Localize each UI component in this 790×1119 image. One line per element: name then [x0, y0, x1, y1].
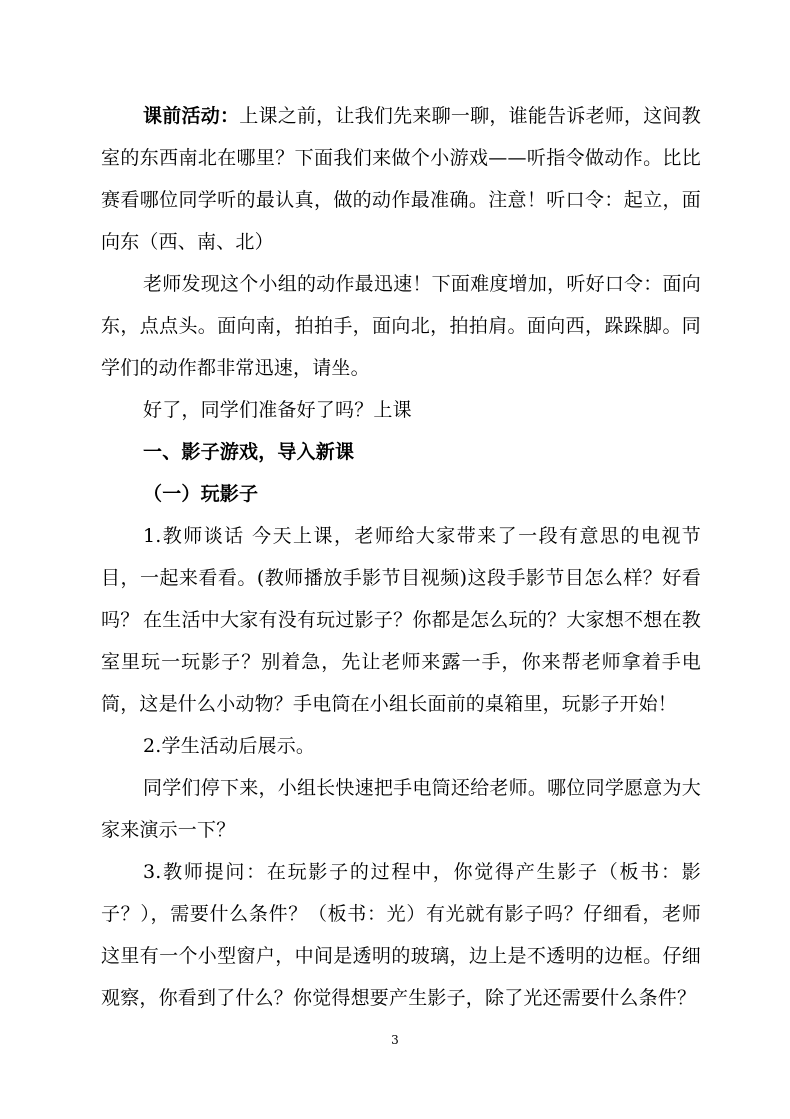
section-heading: 一、影子游戏，导入新课: [143, 441, 355, 463]
paragraph-play-shadows: 在生活中大家有没有玩过影子？你都是怎么玩的？大家想不想在教室里玩一玩影子？别着急，先让老师来露一手，你来帮老师拿着手电筒，这是什么小动物？手电筒在小组长面前的桌箱里，玩影子开始！: [101, 609, 701, 715]
paragraph-teacher-commands: 老师发现这个小组的动作最迅速！下面难度增加，听好口令：面向东，点点头。面向南，拍拍手，面向北，拍拍肩。面向西，跺跺脚。同学们的动作都非常迅速，请坐。: [101, 273, 701, 379]
paragraph-demonstration: 同学们停下来，小组长快速把手电筒还给老师。哪位同学愿意为大家来演示一下？: [101, 777, 701, 841]
paragraph-pre-class-activity: [101, 95, 701, 263]
page-number: 3: [391, 1033, 399, 1047]
paragraph-ready: 好了，同学们准备好了吗？上课: [143, 399, 412, 421]
pre-class-activity-heading: 课前活动：: [143, 105, 240, 127]
paragraph-teacher-talk: 1.教师谈话 今天上课，老师给大家带来了一段有意思的电视节目，一起来看看。(教师播放手影节目视频)这段手影节目怎么样？好看吗？: [101, 525, 701, 631]
paragraph-teacher-question: 3.教师提问：在玩影子的过程中，你觉得产生影子（板书：影子？），需要什么条件？（板书：光）有光就有影子吗？仔细看，老师这里有一个小型窗户，中间是透明的玻璃，边上是不透明的边框。仔细观察，你看到了什么？你觉得想要产生影子，除了光还需要什么条件？: [101, 861, 701, 1009]
paragraph-student-activity: 2.学生活动后展示。: [143, 735, 316, 757]
pre-class-activity-text: 上课之前，让我们先来聊一聊，谁能告诉老师，这间教室的东西南北在哪里？下面我们来做个小游戏——听指令做动作。比比赛看哪位同学听的最认真，做的动作最准确。注意！听口令：起立，面向东（西、南、北）: [101, 105, 701, 253]
subsection-heading: （一）玩影子: [143, 483, 259, 505]
